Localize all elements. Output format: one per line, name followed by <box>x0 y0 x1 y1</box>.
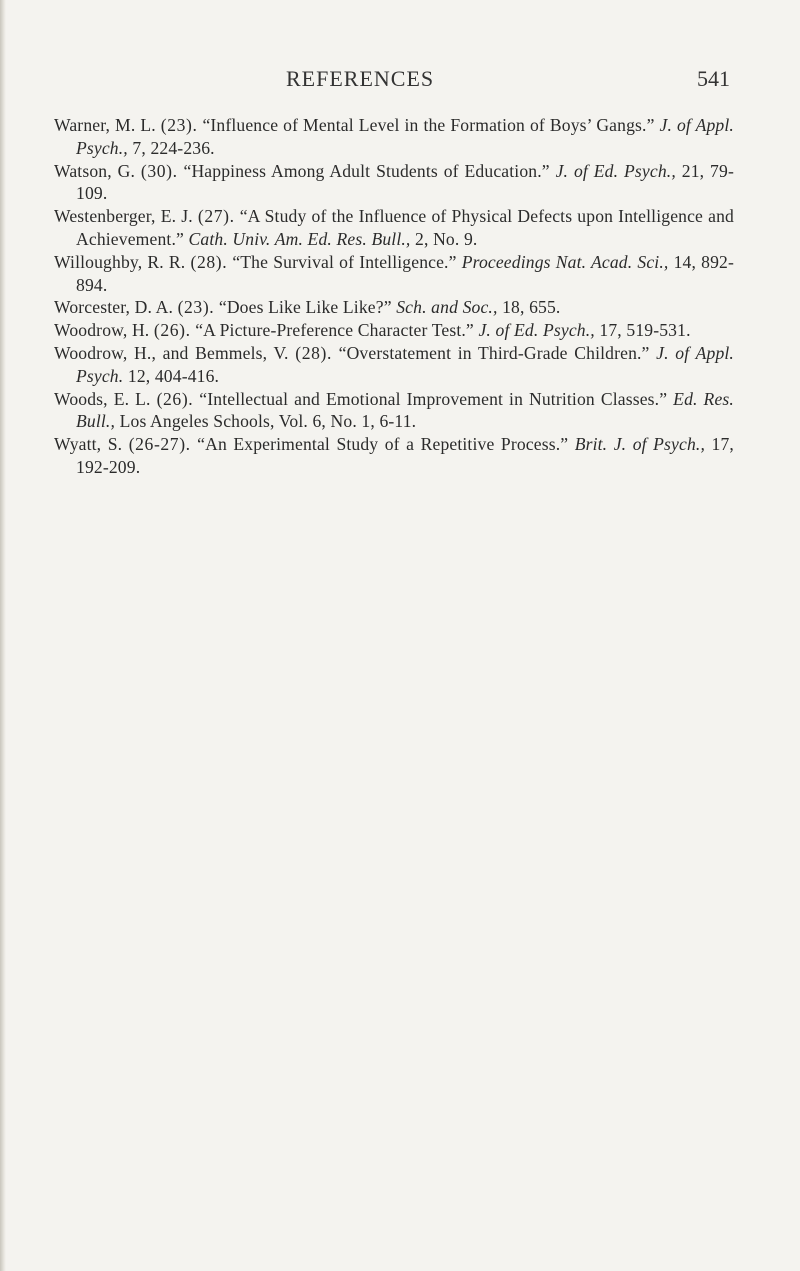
reference-author: Watson, G. <box>54 160 136 181</box>
reference-list <box>54 114 734 479</box>
reference-year: (28). <box>295 342 332 363</box>
reference-author: Worcester, D. A. <box>54 297 174 318</box>
reference-entry <box>54 205 734 251</box>
reference-details: 17, 192-209. <box>76 434 734 477</box>
reference-author: Willoughby, R. R. <box>54 251 186 272</box>
reference-title: “Influence of Mental Level in the Formation of Boys’ Gangs.” <box>202 115 655 135</box>
reference-journal: J. of Appl. Psych. <box>76 342 734 386</box>
page-edge-shadow <box>0 0 6 1271</box>
reference-entry <box>54 388 734 434</box>
reference-details: 12, 404-416. <box>127 365 220 386</box>
reference-details: 7, 224-236. <box>132 137 215 158</box>
reference-title: “Happiness Among Adult Students of Education.” <box>183 160 550 181</box>
reference-title: “An Experimental Study of a Repetitive Process.” <box>197 434 569 455</box>
reference-title: “The Survival of Intelligence.” <box>232 251 457 272</box>
reference-details: 21, 79-109. <box>76 160 734 204</box>
reference-journal: J. of Ed. Psych., <box>555 160 676 181</box>
reference-title: “Does Like Like Like?” <box>218 297 392 318</box>
reference-title: “A Picture-Preference Character Test.” <box>195 320 474 341</box>
running-head <box>0 66 800 96</box>
reference-year: (28). <box>190 251 228 272</box>
reference-year: (27). <box>197 206 235 227</box>
reference-details: Los Angeles Schools, Vol. 6, No. 1, 6-11. <box>119 411 417 432</box>
reference-entry <box>54 114 734 160</box>
reference-journal: Brit. J. of Psych., <box>574 434 706 455</box>
reference-author: Wyatt, S. <box>54 434 123 455</box>
reference-title: “Overstatement in Third-Grade Children.” <box>338 342 650 363</box>
reference-details: 17, 519-531. <box>599 320 691 341</box>
reference-year: (30). <box>140 160 178 181</box>
reference-author: Westenberger, E. J. <box>54 206 193 227</box>
reference-entry <box>54 342 734 388</box>
reference-year: (23). <box>160 115 198 135</box>
reference-journal: Sch. and Soc., <box>396 297 498 318</box>
reference-journal: J. of Appl. Psych., <box>76 115 734 158</box>
reference-journal: Cath. Univ. Am. Ed. Res. Bull., <box>188 228 411 249</box>
reference-journal: J. of Ed. Psych., <box>478 320 595 341</box>
reference-author: Woodrow, H. <box>54 320 150 341</box>
reference-year: (23). <box>177 297 215 318</box>
reference-entry <box>54 433 734 479</box>
reference-title: “A Study of the Influence of Physical Defects upon Intelligence and Achievement.” <box>76 206 734 249</box>
reference-journal: Ed. Res. Bull., <box>76 388 734 432</box>
running-title: REFERENCES <box>286 66 435 91</box>
reference-details: 18, 655. <box>502 297 561 318</box>
reference-title: “Intellectual and Emotional Improvement in Nutrition Classes.” <box>199 388 668 409</box>
reference-author: Woods, E. L. <box>54 388 151 409</box>
reference-journal: Proceedings Nat. Acad. Sci., <box>461 251 669 272</box>
reference-year: (26-27). <box>128 434 191 455</box>
reference-author: Woodrow, H., and Bemmels, V. <box>54 342 289 363</box>
reference-entry <box>54 296 734 319</box>
reference-entry <box>54 251 734 297</box>
reference-entry <box>54 160 734 206</box>
reference-author: Warner, M. L. <box>54 115 156 135</box>
reference-details: 14, 892-894. <box>76 251 734 295</box>
reference-year: (26). <box>156 388 194 409</box>
reference-details: 2, No. 9. <box>415 228 478 249</box>
page-number: 541 <box>697 66 730 91</box>
reference-entry <box>54 319 734 342</box>
reference-year: (26). <box>153 320 191 341</box>
